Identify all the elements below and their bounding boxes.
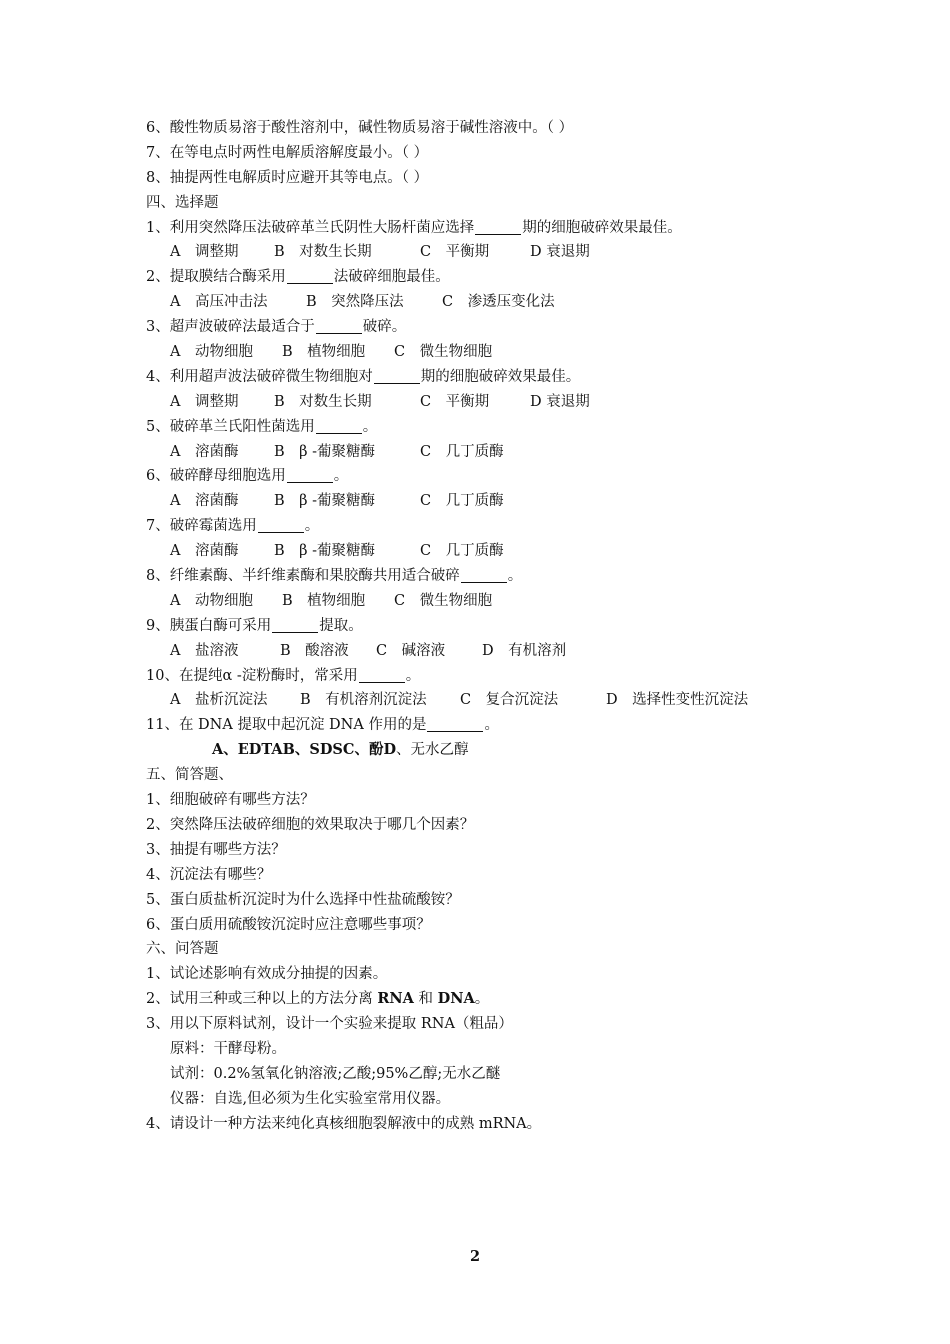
judge-q8: 8、抽提两性电解质时应避开其等电点。（ ） (146, 169, 429, 186)
answer-blank (316, 418, 362, 434)
choice-q9-options: A 盐溶液 B 酸溶液 C 碱溶液 D 有机溶剂 (170, 642, 567, 659)
answer-blank (287, 268, 333, 284)
essay-q3-material: 原料：干酵母粉。 (170, 1040, 286, 1057)
judge-q6: 6、酸性物质易溶于酸性溶剂中，碱性物质易溶于碱性溶液中。（ ） (146, 120, 574, 136)
essay-q1: 1、试论述影响有效成分抽提的因素。 (146, 966, 388, 983)
answer-blank (374, 368, 420, 384)
short-q6: 6、蛋白质用硫酸铵沉淀时应注意哪些事项？ (146, 916, 431, 933)
choice-q8: 8、纤维素酶、半纤维素酶和果胶酶共用适合破碎 。 (146, 568, 523, 585)
page-content (146, 116, 846, 1137)
answer-blank (316, 318, 362, 334)
answer-blank (461, 567, 507, 583)
choice-q7-options: A 溶菌酶 B β -葡聚糖酶 C 几丁质酶 (170, 543, 504, 560)
page-number: 2 (469, 1248, 481, 1265)
choice-q6: 6、破碎酵母细胞选用 。 (146, 468, 349, 485)
choice-q11-options: A、EDTAB、SDSC、酚D、无水乙醇 (212, 741, 469, 759)
choice-q9: 9、胰蛋白酶可采用 提取。 (146, 617, 363, 634)
choice-q8-options: A 动物细胞 B 植物细胞 C 微生物细胞 (170, 592, 493, 609)
answer-blank (427, 716, 483, 732)
essay-heading: 六、问答题 (146, 941, 219, 958)
choice-q1-options: A 调整期 B 对数生长期 C 平衡期 D 衰退期 (170, 244, 590, 261)
essay-q4: 4、请设计一种方法来纯化真核细胞裂解液中的成熟 mRNA。 (146, 1115, 542, 1132)
option-text: D、无水乙醇 (383, 741, 469, 759)
essay-q3-instrument: 仪器：自选,但必须为生化实验室常用仪器。 (170, 1090, 451, 1107)
essay-q3: 3、用以下原料试剂，设计一个实验来提取 RNA（粗品） (146, 1016, 513, 1033)
choice-q3-options: A 动物细胞 B 植物细胞 C 微生物细胞 (170, 344, 493, 361)
choice-q11: 11、在 DNA 提取中起沉淀 DNA 作用的是 。 (146, 717, 499, 734)
choice-q10-options: A 盐析沉淀法 B 有机溶剂沉淀法 C 复合沉淀法 D 选择性变性沉淀法 (170, 692, 749, 709)
choice-q1: 1、利用突然降压法破碎革兰氏阴性大肠杆菌应选择 期的细胞破碎效果最佳。 (146, 219, 682, 236)
answer-blank (359, 667, 405, 683)
short-q2: 2、突然降压法破碎细胞的效果取决于哪几个因素？ (146, 816, 475, 833)
answer-blank (258, 517, 304, 533)
answer-blank (272, 617, 318, 633)
short-heading: 五、简答题、 (146, 767, 233, 784)
choice-heading: 四、选择题 (146, 194, 219, 211)
choice-q10: 10、在提纯α -淀粉酶时，常采用 。 (146, 667, 421, 684)
choice-q3: 3、超声波破碎法最适合于 破碎。 (146, 319, 407, 336)
essay-q2: 2、试用三种或三种以上的方法分离 RNA 和 DNA。 (146, 990, 490, 1008)
choice-q7: 7、破碎霉菌选用 。 (146, 518, 320, 535)
short-q3: 3、抽提有哪些方法？ (146, 841, 286, 858)
choice-q5-options: A 溶菌酶 B β -葡聚糖酶 C 几丁质酶 (170, 443, 504, 460)
choice-q5: 5、破碎革兰氏阳性菌选用 。 (146, 418, 378, 435)
choice-q2-options: A 高压冲击法 B 突然降压法 C 渗透压变化法 (170, 294, 555, 311)
short-q1: 1、细胞破碎有哪些方法？ (146, 792, 315, 809)
judge-q7: 7、在等电点时两性电解质溶解度最小。（ ） (146, 144, 429, 161)
short-q4: 4、沉淀法有哪些？ (146, 866, 272, 883)
choice-q6-options: A 溶菌酶 B β -葡聚糖酶 C 几丁质酶 (170, 493, 504, 510)
choice-q2: 2、提取膜结合酶采用 法破碎细胞最佳。 (146, 269, 450, 286)
short-q5: 5、蛋白质盐析沉淀时为什么选择中性盐硫酸铵？ (146, 891, 460, 908)
choice-q4: 4、利用超声波法破碎微生物细胞对 期的细胞破碎效果最佳。 (146, 368, 581, 385)
choice-q4-options: A 调整期 B 对数生长期 C 平衡期 D 衰退期 (170, 393, 590, 410)
essay-q3-reagent: 试剂：0.2%氢氧化钠溶液;乙酸;95%乙醇;无水乙醚 (170, 1065, 501, 1082)
answer-blank (475, 219, 521, 235)
answer-blank (287, 467, 333, 483)
